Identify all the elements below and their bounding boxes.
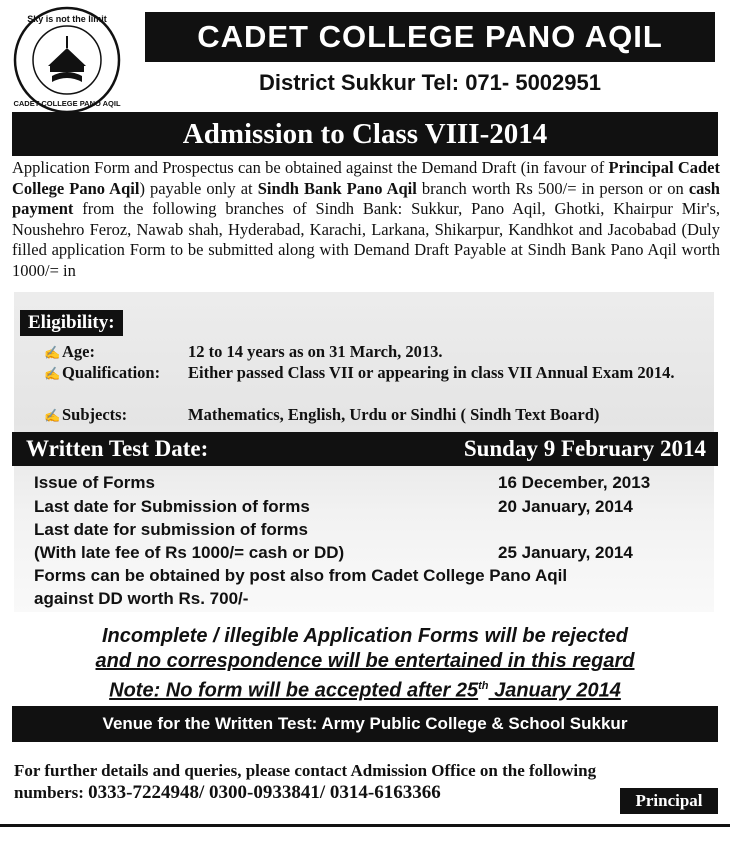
schedule-date: 20 January, 2014	[498, 497, 633, 516]
eligibility-subjects-value: Mathematics, English, Urdu or Sindhi ( Sindh Text Board)	[188, 405, 600, 424]
college-title: CADET COLLEGE PANO AQIL	[145, 12, 715, 62]
schedule-label: Issue of Forms	[34, 473, 155, 492]
svg-text:CADET COLLEGE PANO AQIL: CADET COLLEGE PANO AQIL	[13, 99, 121, 108]
schedule-label: Last date for submission of forms	[34, 520, 308, 539]
svg-text:Sky is not the limit: Sky is not the limit	[27, 14, 107, 24]
college-crest-logo	[8, 6, 126, 114]
application-paragraph: Application Form and Prospectus can be obtained against the Demand Draft (in favour of Principal Cadet College Pano Aqil) payable only at Sindh Bank Pano Aqil branch worth Rs 500/= in person or on cash payment from the following branches of Sindh Bank: Sukkur, Pano Aqil, Ghotki, Khairpur Mir's, Noushehro Feroz, Nawab shah, Hyderabad, Karachi, Larkana, Shikarpur, Kandhkot and Jacobabad (Duly filled application Form to be submitted along with Demand Draft Payable at Sindh Bank Pano Aqil worth 1000/= in	[12, 158, 720, 280]
written-test-date: Sunday 9 February 2014	[463, 436, 706, 461]
venue-bar: Venue for the Written Test: Army Public College & School Sukkur	[12, 706, 718, 742]
warning-line1: Incomplete / illegible Application Forms will be rejected	[101, 625, 629, 647]
schedule-date: 16 December, 2013	[498, 473, 651, 492]
bottom-divider	[0, 824, 730, 827]
pencil-icon: ✍	[44, 345, 61, 360]
eligibility-heading: Eligibility:	[20, 310, 123, 336]
post-note-line2: against DD worth Rs. 700/-	[34, 589, 249, 608]
written-test-label: Written Test Date:	[26, 436, 209, 461]
schedule-label: (With late fee of Rs 1000/= cash or DD)	[34, 543, 345, 562]
eligibility-item-qualification: ✍ Qualification:	[44, 363, 161, 382]
written-test-bar	[12, 432, 718, 466]
eligibility-age-value: 12 to 14 years as on 31 March, 2013.	[188, 342, 443, 361]
eligibility-item-age: ✍ Age:	[44, 342, 95, 361]
pencil-icon: ✍	[44, 366, 61, 381]
eligibility-item-subjects: ✍ Subjects:	[44, 405, 128, 424]
contact-line1: For further details and queries, please contact Admission Office on the following	[14, 761, 597, 780]
schedule-label: Last date for Submission of forms	[34, 497, 310, 516]
warning-note: Note: No form will be accepted after 25th January 2014	[109, 679, 621, 702]
contact-numbers-label: numbers:	[14, 783, 89, 802]
contact-info	[14, 760, 718, 804]
principal-signature: Principal	[620, 788, 718, 814]
eligibility-qualification-value: Either passed Class VII or appearing in class VII Annual Exam 2014.	[188, 363, 675, 382]
district-telephone: District Sukkur Tel: 071- 5002951	[259, 70, 601, 95]
pencil-icon: ✍	[44, 408, 61, 423]
contact-numbers: 0333-7224948/ 0300-0933841/ 0314-6163366	[88, 782, 441, 803]
admission-heading: Admission to Class VIII-2014	[12, 112, 718, 156]
schedule-date: 25 January, 2014	[498, 543, 633, 562]
post-note-line1: Forms can be obtained by post also from Cadet College Pano Aqil	[34, 566, 568, 585]
warning-line2: and no correspondence will be entertained in this regard	[95, 650, 635, 672]
